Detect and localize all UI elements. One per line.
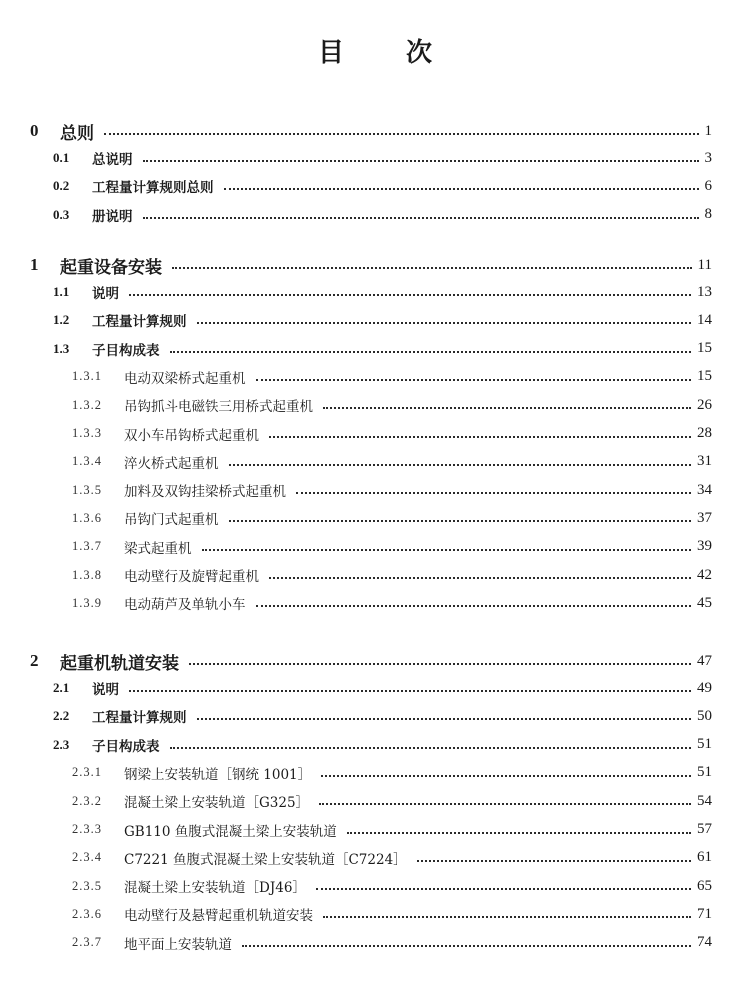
toc-page-number: 45 xyxy=(697,594,712,611)
toc-item-2-3-1[interactable] xyxy=(0,762,750,784)
toc-entry-number: 1.3.5 xyxy=(72,482,102,497)
toc-item-1-3-9[interactable] xyxy=(0,592,750,614)
toc-entry-number: 0 xyxy=(30,121,39,140)
toc-entry-number: 2.1 xyxy=(53,680,70,695)
toc-page-number: 11 xyxy=(697,256,712,273)
toc-item-1-3-3[interactable] xyxy=(0,423,750,445)
toc-page-number: 54 xyxy=(697,792,712,809)
toc-entry-label: 加料及双钩挂梁桥式起重机 xyxy=(124,484,286,501)
toc-page-number: 61 xyxy=(697,849,712,866)
toc-item-2-3-7[interactable] xyxy=(0,932,750,954)
toc-leader-dots xyxy=(197,718,691,720)
toc-entry-number: 1.3.3 xyxy=(72,426,102,440)
toc-page-number: 15 xyxy=(697,368,712,385)
toc-leader-dots xyxy=(129,294,691,296)
toc-leader-dots xyxy=(229,464,691,466)
toc-leader-dots xyxy=(269,436,691,438)
toc-entry-label: 总则 xyxy=(60,123,94,144)
toc-leader-dots xyxy=(189,663,691,665)
toc-entry-label: 说明 xyxy=(92,286,119,302)
toc-leader-dots xyxy=(256,605,691,607)
toc-entry-number: 2.3.4 xyxy=(72,850,102,865)
toc-entry-label: 子目构成表 xyxy=(92,342,160,359)
toc-entry-number: 2.3 xyxy=(53,736,70,752)
toc-entry-number: 1.3.7 xyxy=(72,539,102,554)
toc-leader-dots xyxy=(319,803,691,805)
toc-item-2-3-2[interactable] xyxy=(0,790,750,812)
toc-section-1-2[interactable] xyxy=(0,309,750,331)
toc-section-0-3[interactable] xyxy=(0,204,750,226)
toc-entry-label: 梁式起重机 xyxy=(124,540,192,557)
toc-entry-number: 1.3.8 xyxy=(72,567,102,582)
toc-entry-number: 2.3.1 xyxy=(72,765,102,780)
toc-leader-dots xyxy=(321,775,691,777)
toc-page-number: 47 xyxy=(697,652,712,669)
toc-entry-number: 1.1 xyxy=(53,284,70,299)
toc-item-2-3-5[interactable] xyxy=(0,875,750,897)
toc-item-1-3-5[interactable] xyxy=(0,479,750,501)
toc-leader-dots xyxy=(256,379,691,381)
toc-page-number: 65 xyxy=(697,877,712,894)
toc-page-number: 50 xyxy=(697,707,712,724)
toc-section-1-1[interactable] xyxy=(0,281,750,303)
toc-page-number: 71 xyxy=(697,905,712,922)
toc-chapter-1[interactable] xyxy=(0,254,750,276)
toc-entry-label: 册说明 xyxy=(92,208,133,225)
toc-entry-label: 工程量计算规则 xyxy=(92,314,187,331)
toc-entry-number: 2.3.2 xyxy=(72,793,102,808)
toc-entry-number: 2.3.5 xyxy=(72,878,102,893)
toc-page-number: 57 xyxy=(697,821,712,837)
toc-leader-dots xyxy=(347,832,691,834)
toc-item-2-3-6[interactable] xyxy=(0,903,750,925)
page-title xyxy=(0,32,750,69)
toc-entry-number: 2.3.7 xyxy=(72,935,102,950)
toc-leader-dots xyxy=(417,860,691,862)
toc-page-number: 39 xyxy=(697,538,712,555)
toc-item-1-3-7[interactable] xyxy=(0,536,750,558)
toc-leader-dots xyxy=(197,322,691,324)
toc-entry-label: 工程量计算规则总则 xyxy=(92,180,214,197)
toc-page-number: 26 xyxy=(697,396,712,413)
toc-item-1-3-1[interactable] xyxy=(0,366,750,388)
toc-section-2-2[interactable] xyxy=(0,705,750,727)
toc-leader-dots xyxy=(129,690,691,692)
toc-section-2-3[interactable] xyxy=(0,734,750,756)
toc-page-number: 8 xyxy=(704,206,712,223)
toc-leader-dots xyxy=(323,407,691,409)
toc-entry-number: 0.3 xyxy=(53,206,70,222)
toc-leader-dots xyxy=(143,160,699,162)
toc-leader-dots xyxy=(269,577,691,579)
toc-page-number: 51 xyxy=(697,764,712,781)
toc-entry-label: 说明 xyxy=(92,682,119,698)
toc-page-number: 51 xyxy=(697,736,712,753)
toc-entry-label: 起重机轨道安装 xyxy=(60,653,179,674)
toc-entry-label: 混凝土梁上安装轨道［G325］ xyxy=(124,795,310,812)
toc-entry-label: 双小车吊钩桥式起重机 xyxy=(124,427,259,444)
toc-page-number: 1 xyxy=(704,122,712,139)
toc-leader-dots xyxy=(170,351,691,353)
toc-chapter-0[interactable] xyxy=(0,120,750,142)
toc-entry-label: 吊钩抓斗电磁铁三用桥式起重机 xyxy=(124,399,313,416)
toc-page-number: 13 xyxy=(697,283,712,300)
toc-entry-number: 2.3.3 xyxy=(72,822,102,836)
toc-entry-label: 电动葫芦及单轨小车 xyxy=(124,597,246,614)
toc-section-2-1[interactable] xyxy=(0,677,750,699)
toc-leader-dots xyxy=(143,217,699,219)
toc-page-number: 42 xyxy=(697,566,712,583)
toc-entry-label: 总说明 xyxy=(92,152,133,168)
toc-entry-label: 电动壁行及旋臂起重机 xyxy=(124,569,259,585)
toc-entry-number: 1.3.9 xyxy=(72,595,102,610)
toc-leader-dots xyxy=(242,945,691,947)
toc-leader-dots xyxy=(229,520,691,522)
title-char-1: 目 xyxy=(317,38,344,68)
toc-section-0-1[interactable] xyxy=(0,147,750,169)
toc-entry-label: 钢梁上安装轨道［钢统 1001］ xyxy=(124,766,312,783)
toc-leader-dots xyxy=(170,747,691,749)
toc-entry-number: 1.3.1 xyxy=(72,369,102,384)
toc-entry-label: 子目构成表 xyxy=(92,738,160,755)
toc-page-number: 31 xyxy=(697,453,712,470)
toc-entry-label: C7221 鱼腹式混凝土梁上安装轨道［C7224］ xyxy=(124,851,407,868)
toc-entry-number: 2.2 xyxy=(53,708,70,724)
toc-entry-label: 地平面上安装轨道 xyxy=(124,936,232,953)
toc-leader-dots xyxy=(202,549,691,551)
toc-section-0-2[interactable] xyxy=(0,175,750,197)
toc-item-2-3-3[interactable] xyxy=(0,819,750,841)
toc-page-number: 28 xyxy=(697,425,712,441)
toc-page-number: 6 xyxy=(704,177,712,194)
toc-leader-dots xyxy=(316,888,691,890)
toc-entry-number: 1 xyxy=(30,255,39,274)
toc-page-number: 74 xyxy=(697,934,712,951)
toc-entry-number: 2 xyxy=(30,651,39,670)
toc-leader-dots xyxy=(224,188,699,190)
toc-entry-number: 2.3.6 xyxy=(72,906,102,921)
toc-item-1-3-4[interactable] xyxy=(0,451,750,473)
toc-entry-label: 工程量计算规则 xyxy=(92,710,187,727)
title-char-2: 次 xyxy=(406,38,433,68)
toc-page-number: 3 xyxy=(704,149,712,166)
toc-entry-number: 1.3.4 xyxy=(72,454,102,469)
toc-section-1-3[interactable] xyxy=(0,338,750,360)
toc-entry-label: 起重设备安装 xyxy=(60,257,162,278)
toc-page-number: 15 xyxy=(697,340,712,357)
toc-entry-number: 0.1 xyxy=(53,150,70,165)
toc-item-2-3-4[interactable] xyxy=(0,847,750,869)
toc-leader-dots xyxy=(172,267,692,269)
toc-item-1-3-8[interactable] xyxy=(0,564,750,586)
toc-entry-number: 0.2 xyxy=(53,178,70,194)
toc-entry-label: 电动壁行及悬臂起重机轨道安装 xyxy=(124,908,313,925)
toc-page-number: 49 xyxy=(697,679,712,696)
toc-entry-label: GB110 鱼腹式混凝土梁上安装轨道 xyxy=(124,823,337,840)
toc-entry-number: 1.3.6 xyxy=(72,510,102,525)
toc-leader-dots xyxy=(104,133,699,135)
toc-entry-number: 1.3 xyxy=(53,340,70,356)
toc-entry-label: 淬火桥式起重机 xyxy=(124,455,219,472)
toc-leader-dots xyxy=(296,492,691,494)
toc-entry-label: 吊钩门式起重机 xyxy=(124,512,219,529)
toc-page-number: 34 xyxy=(697,481,712,498)
toc-entry-number: 1.3.2 xyxy=(72,397,102,412)
toc-entry-label: 电动双梁桥式起重机 xyxy=(124,370,246,387)
toc-item-1-3-2[interactable] xyxy=(0,394,750,416)
toc-entry-number: 1.2 xyxy=(53,312,70,328)
toc-leader-dots xyxy=(323,916,691,918)
toc-item-1-3-6[interactable] xyxy=(0,507,750,529)
toc-page-number: 14 xyxy=(697,311,712,328)
toc-page-number: 37 xyxy=(697,509,712,526)
toc-entry-label: 混凝土梁上安装轨道［DJ46］ xyxy=(124,880,306,897)
toc-chapter-2[interactable] xyxy=(0,650,750,672)
